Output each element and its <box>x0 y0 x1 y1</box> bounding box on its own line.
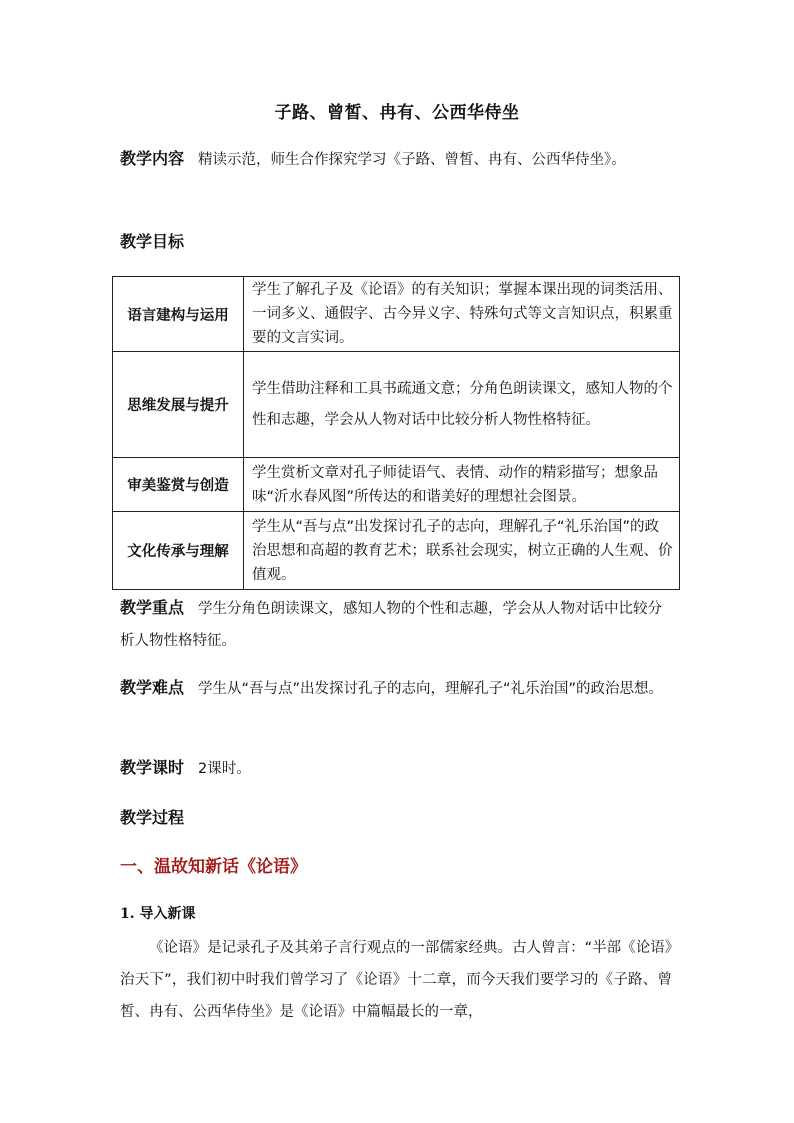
goal-key: 思维发展与提升 <box>113 352 244 458</box>
class-hours <box>120 752 675 785</box>
goal-row <box>113 352 680 458</box>
class-hours-label: 教学课时 <box>120 758 185 777</box>
goal-value: 学生从“吾与点”出发探讨孔子的志向，理解孔子“礼乐治国”的政治思想和高超的教育艺术；联系社会现实，树立正确的人生观、价值观。 <box>244 512 680 590</box>
class-hours-text: 2课时。 <box>198 761 251 777</box>
section-heading: 一、温故知新话《论语》 <box>120 857 307 877</box>
teaching-content-text: 精读示范，师生合作探究学习《子路、曾皙、冉有、公西华侍坐》。 <box>198 152 626 168</box>
subsection-body: 《论语》是记录孔子及其弟子言行观点的一部儒家经典。古人曾言：“半部《论语》治天下”，我们初中时我们曾学习了《论语》十二章，而今天我们要学习的《子路、曾皙、冉有、公西华侍坐》是《论语》中篇幅最长的一章， <box>120 940 672 1020</box>
goal-key: 文化传承与理解 <box>113 512 244 590</box>
process-heading: 教学过程 <box>120 808 185 827</box>
goal-value: 学生赏析文章对孔子师徒语气、表情、动作的精彩描写；想象品味“沂水春风图”所传达的和谐美好的理想社会图景。 <box>244 458 680 512</box>
goal-row <box>113 277 680 352</box>
difficulty-text: 学生从“吾与点”出发探讨孔子的志向，理解孔子“礼乐治国”的政治思想。 <box>198 681 664 697</box>
difficulty <box>120 672 675 705</box>
teaching-content <box>120 143 675 176</box>
goal-key: 审美鉴赏与创造 <box>113 458 244 512</box>
document-title: 子路、曾皙、冉有、公西华侍坐 <box>274 103 520 123</box>
subsection-heading: 1. 导入新课 <box>120 906 196 922</box>
key-point <box>120 592 675 657</box>
goals-table <box>112 276 680 590</box>
teaching-content-label: 教学内容 <box>120 149 185 168</box>
goal-value: 学生借助注释和工具书疏通文意；分角色朗读课文，感知人物的个性和志趣，学会从人物对话中比较分析人物性格特征。 <box>244 352 680 458</box>
key-point-text: 学生分角色朗读课文，感知人物的个性和志趣，学会从人物对话中比较分析人物性格特征。 <box>120 601 663 649</box>
goals-heading: 教学目标 <box>120 232 185 251</box>
goal-row <box>113 512 680 590</box>
key-point-label: 教学重点 <box>120 598 185 617</box>
difficulty-label: 教学难点 <box>120 678 185 697</box>
goal-key: 语言建构与运用 <box>113 277 244 352</box>
goal-row <box>113 458 680 512</box>
goal-value: 学生了解孔子及《论语》的有关知识；掌握本课出现的词类活用、一词多义、通假字、古今异义字、特殊句式等文言知识点，积累重要的文言实词。 <box>244 277 680 352</box>
